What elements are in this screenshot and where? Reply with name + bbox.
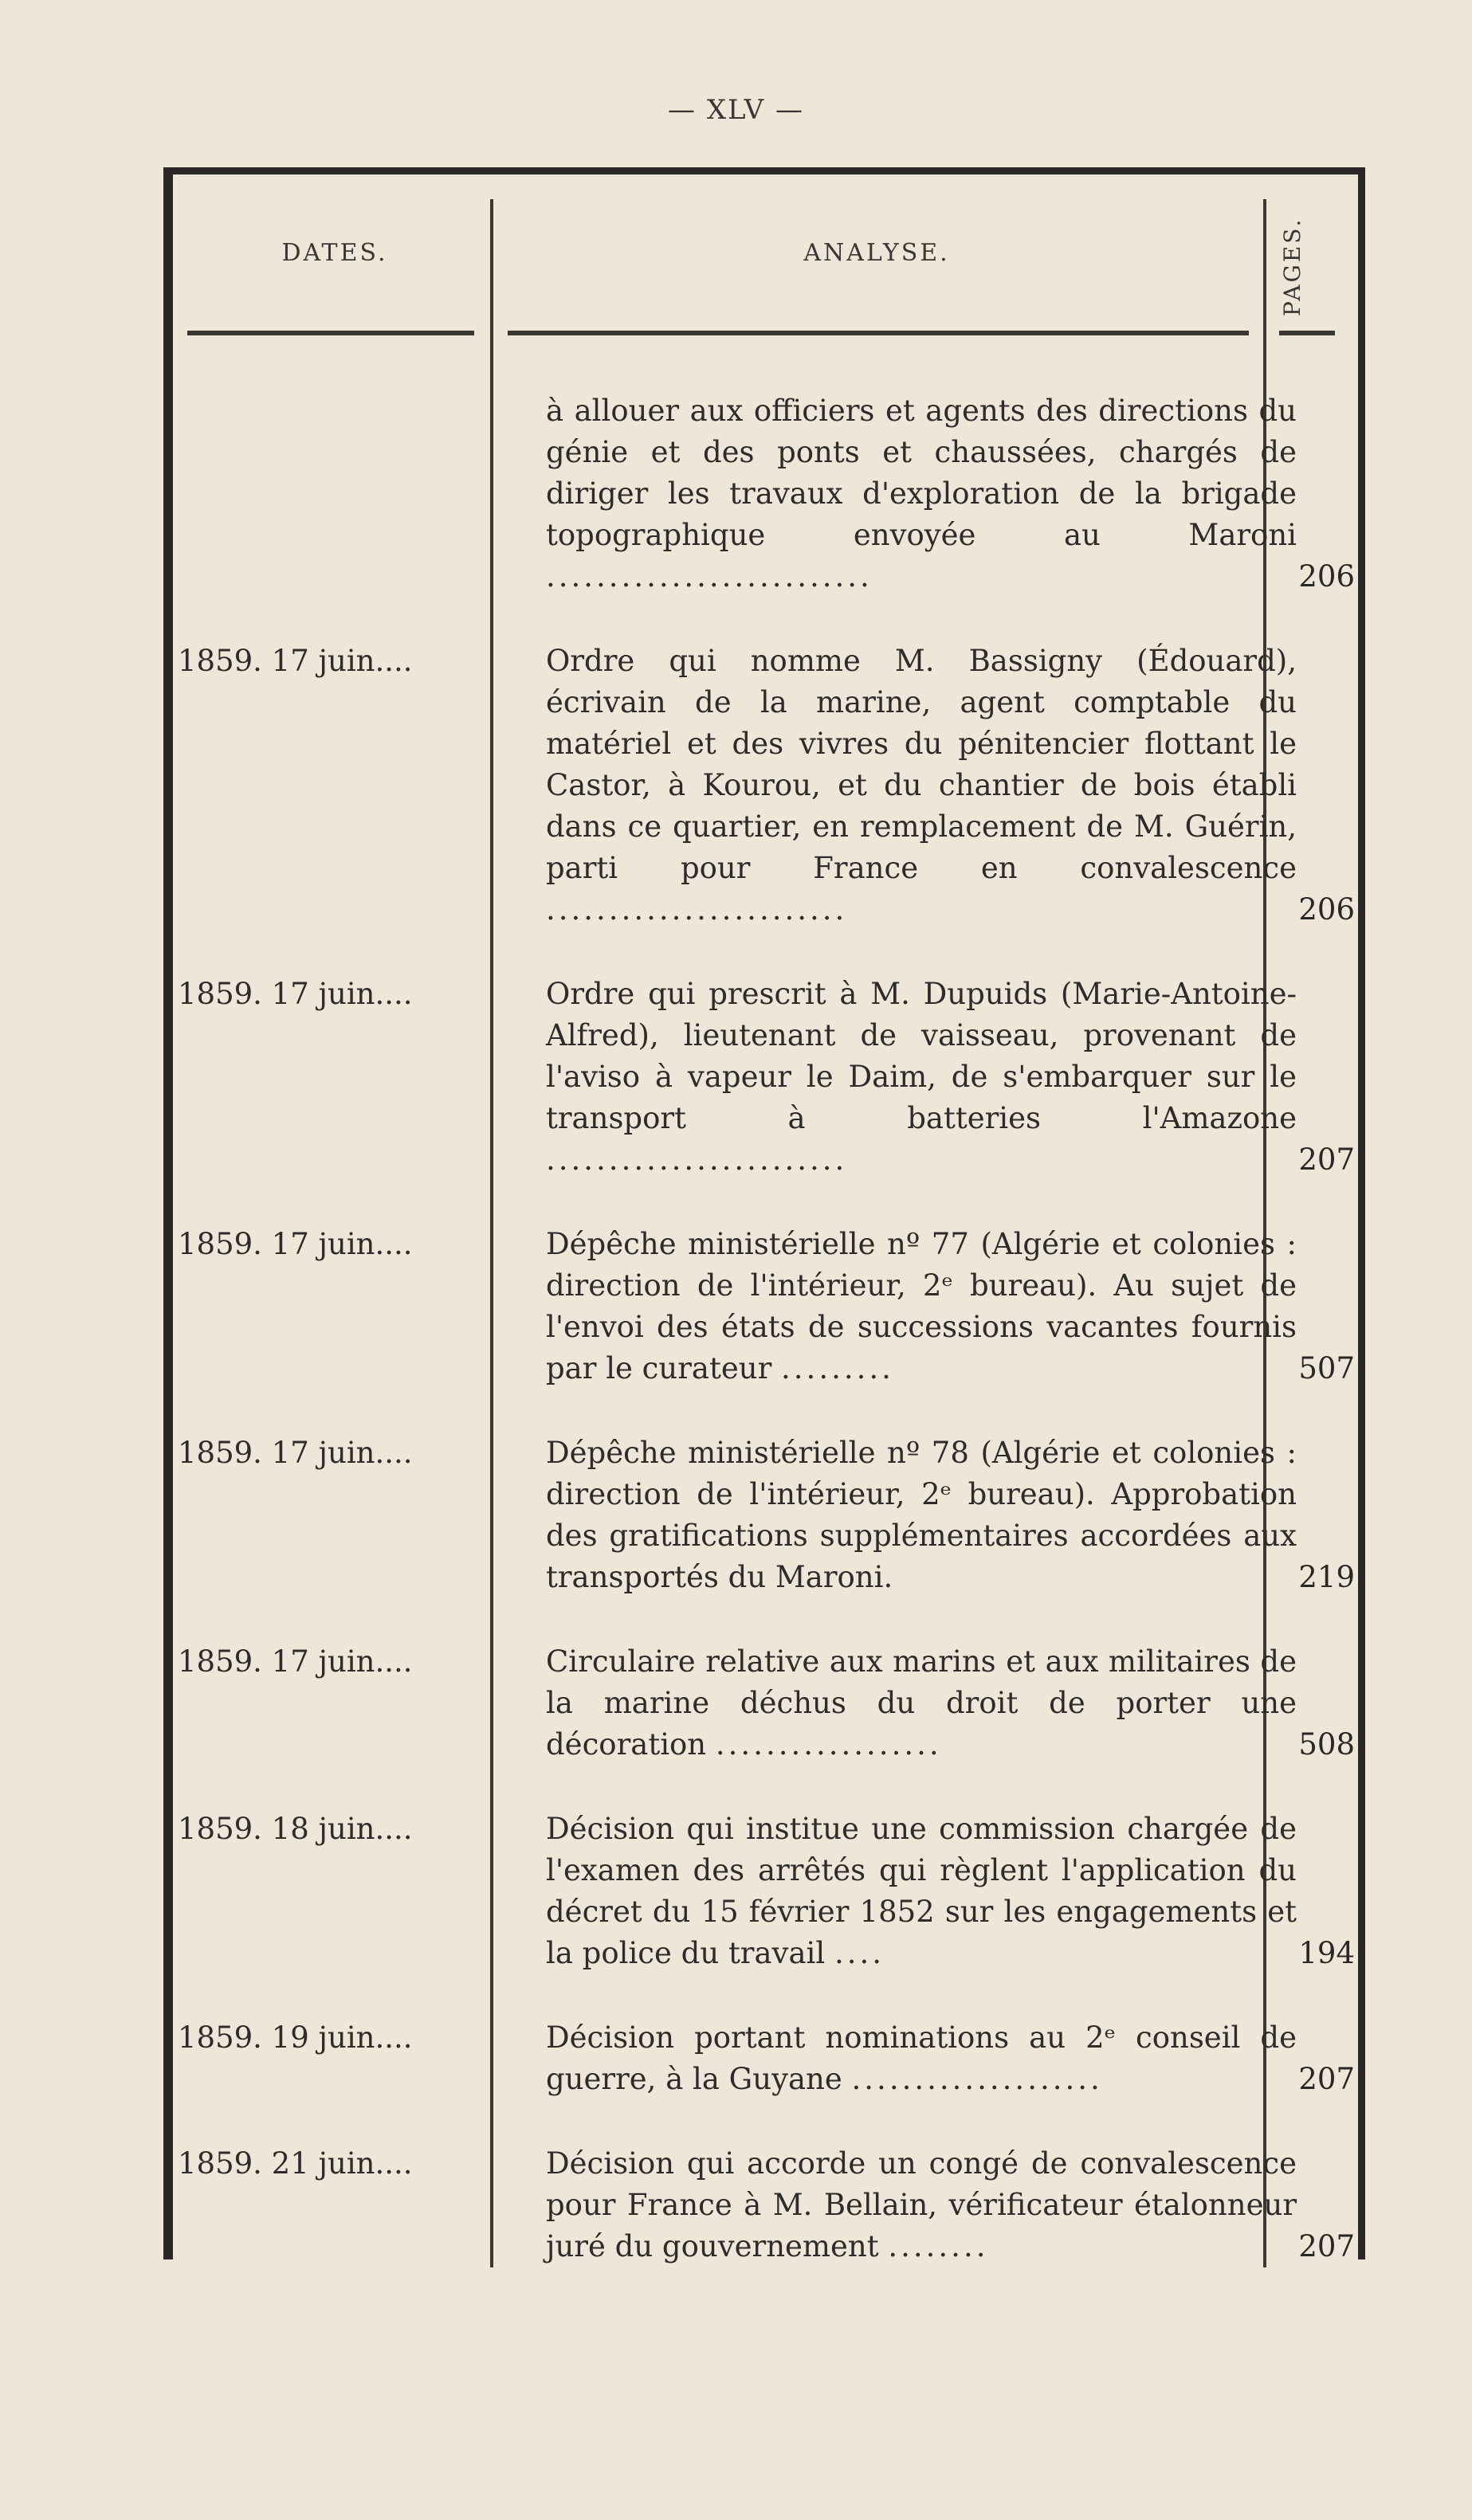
entry-date: 1859. 19 juin.... <box>178 2020 413 2055</box>
entry-list <box>163 390 1365 2310</box>
entry-page-number: 219 <box>1298 1560 1355 1594</box>
entry-analysis <box>508 1432 1297 1598</box>
column-header-analyse: ANALYSE. <box>803 239 950 267</box>
entry-page-number: 206 <box>1298 559 1355 594</box>
dot-leader: .................. <box>715 1727 942 1762</box>
dot-leader: .......................... <box>546 559 873 594</box>
entry-date: 1859. 21 juin.... <box>178 2146 413 2181</box>
top-rule <box>163 167 1365 174</box>
entry-analysis-text: Circulaire relative aux marins et aux militaires de la marine déchus du droit de porter une décoration <box>546 1644 1297 1762</box>
entry-date: 1859. 17 juin.... <box>178 1644 413 1679</box>
column-header-dates: DATES. <box>281 239 388 267</box>
entry-analysis-text: Dépêche ministérielle nº 78 (Algérie et colonies : direction de l'intérieur, 2ᵉ bureau). Approbation des gratifications supplémentaires accordées aux transportés du Maroni. <box>546 1436 1297 1594</box>
index-entry <box>163 1809 1365 1974</box>
dot-leader: ........................ <box>546 892 848 927</box>
entry-date: 1859. 18 juin.... <box>178 1812 413 1846</box>
index-entry <box>163 390 1365 598</box>
entry-date: 1859. 17 juin.... <box>178 1227 413 1261</box>
column-header-pages: PAGES. <box>1279 217 1305 317</box>
entry-analysis-text: Ordre qui prescrit à M. Dupuids (Marie-Antoine-Alfred), lieutenant de vaisseau, provenant de l'aviso à vapeur le Daim, de s'embarquer sur le transport à batteries l'Amazone <box>546 977 1297 1135</box>
entry-page-number: 206 <box>1298 892 1355 927</box>
dot-leader: .................... <box>851 2062 1103 2096</box>
index-table <box>163 167 1365 2263</box>
entry-analysis <box>508 2017 1297 2100</box>
index-entry <box>163 1432 1365 1598</box>
index-entry <box>163 2017 1365 2100</box>
dot-leader: ........................ <box>546 1142 848 1177</box>
index-entry <box>163 1641 1365 1766</box>
entry-analysis-text: Ordre qui nomme M. Bassigny (Édouard), écrivain de la marine, agent comptable du matériel et des vivres du pénitencier flottant le Castor, à Kourou, et du chantier de bois établi dans ce quartier, en remplacement de M. Guérin, parti pour France en convalescence <box>546 644 1297 885</box>
entry-analysis-text: Décision qui institue une commission chargée de l'examen des arrêtés qui règlent l'application du décret du 15 février 1852 sur les engagements et la police du travail <box>546 1812 1297 1970</box>
entry-page-number: 207 <box>1298 2062 1355 2096</box>
entry-analysis-text: Décision portant nominations au 2ᵉ conseil de guerre, à la Guyane <box>546 2020 1297 2096</box>
index-entry <box>163 1224 1365 1389</box>
entry-date: 1859. 17 juin.... <box>178 644 413 678</box>
entry-page-number: 508 <box>1298 1727 1355 1762</box>
entry-analysis-text: Dépêche ministérielle nº 77 (Algérie et colonies : direction de l'intérieur, 2ᵉ bureau). Au sujet de l'envoi des états de successions vacantes fournis par le curateur <box>546 1227 1297 1385</box>
entry-page-number: 207 <box>1298 1142 1355 1177</box>
entry-date: 1859. 17 juin.... <box>178 977 413 1011</box>
entry-analysis <box>508 2143 1297 2267</box>
dot-leader: ......... <box>781 1351 894 1385</box>
header-underline-analyse <box>508 331 1249 335</box>
dot-leader: .... <box>834 1936 885 1970</box>
entry-analysis <box>508 1641 1297 1766</box>
page-number: — XLV — <box>668 94 804 126</box>
entry-analysis <box>508 390 1297 598</box>
header-underline-dates <box>187 331 474 335</box>
entry-analysis <box>508 974 1297 1181</box>
entry-analysis <box>508 641 1297 931</box>
index-entry <box>163 641 1365 931</box>
entry-analysis <box>508 1809 1297 1974</box>
entry-page-number: 207 <box>1298 2229 1355 2263</box>
entry-page-number: 194 <box>1298 1936 1355 1970</box>
entry-analysis <box>508 1224 1297 1389</box>
dot-leader: ........ <box>888 2229 989 2263</box>
entry-page-number: 507 <box>1298 1351 1355 1385</box>
entry-date: 1859. 17 juin.... <box>178 1436 413 1470</box>
entry-analysis-text: à allouer aux officiers et agents des directions du génie et des ponts et chaussées, chargés de diriger les travaux d'exploration de la brigade topographique envoyée au Maroni <box>546 394 1297 552</box>
index-entry <box>163 974 1365 1181</box>
entry-analysis-text: Décision qui accorde un congé de convalescence pour France à M. Bellain, vérificateur étalonneur juré du gouvernement <box>546 2146 1297 2263</box>
index-entry <box>163 2143 1365 2267</box>
